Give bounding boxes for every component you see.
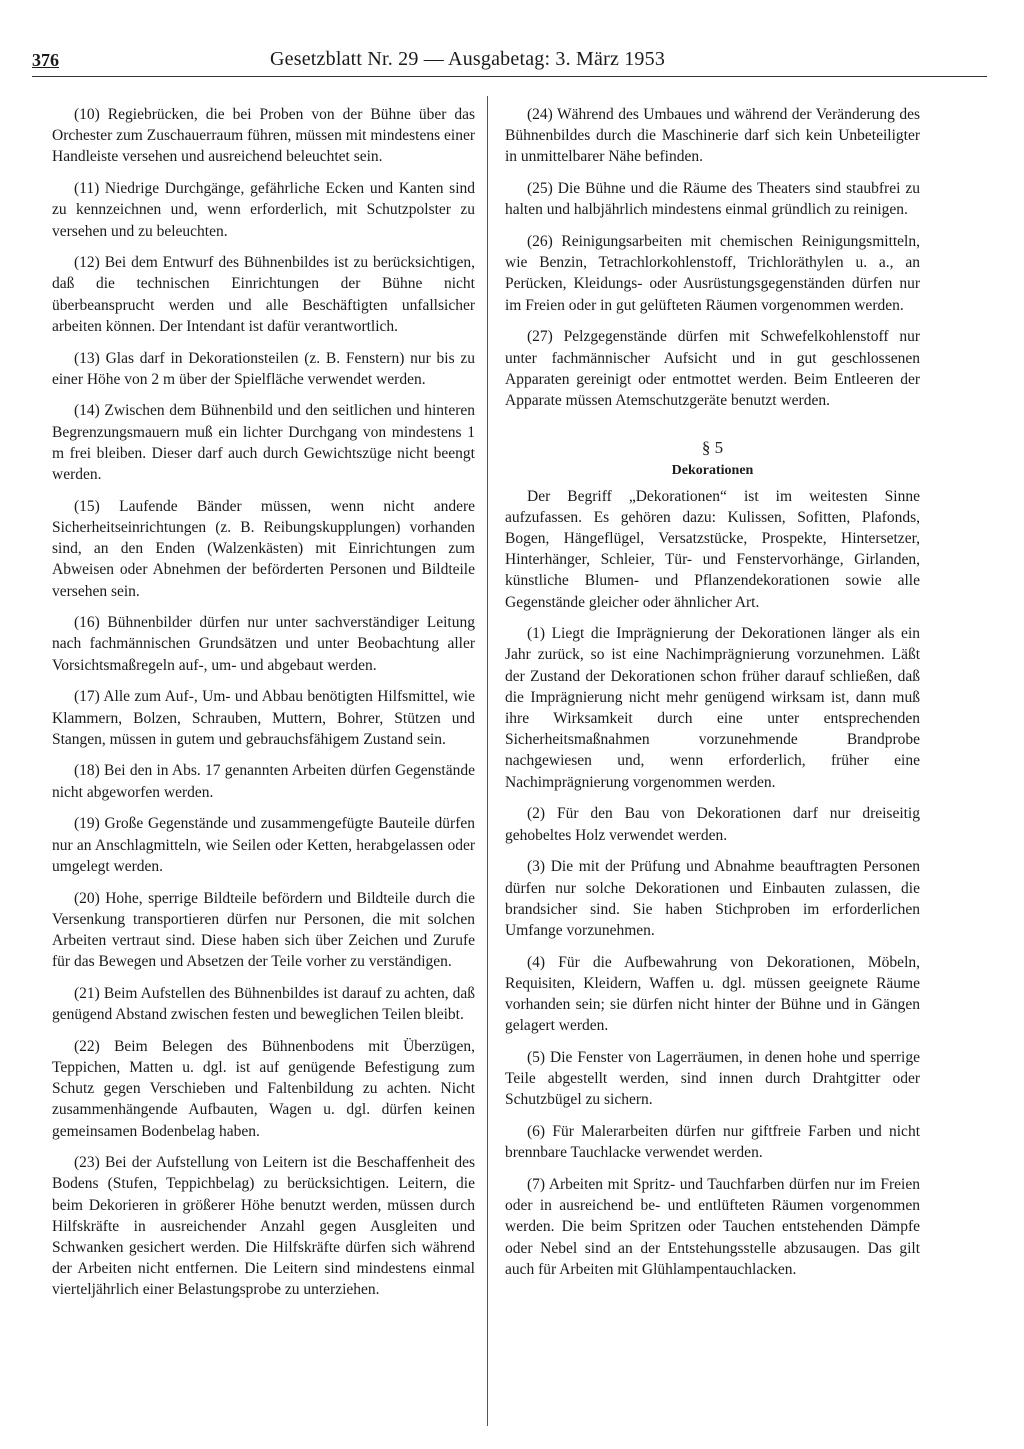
section-paragraph-4: (4) Für die Aufbewahrung von Dekorationen, Möbeln, Requisiten, Kleidern, Waffen u. dgl. müssen geeignete Räume vorhanden sein; sie dürfen nicht hinter der Bühne und in Gängen gelagert werden. [505, 953, 920, 1035]
page-header [32, 44, 987, 74]
paragraph-17: (17) Alle zum Auf-, Um- und Abbau benötigten Hilfsmittel, wie Klammern, Bolzen, Schrauben, Muttern, Bohrer, Stützen und Stangen, müssen in gutem und gebrauchsfähigem Zustand sein. [52, 688, 475, 748]
section-paragraph-6: (6) Für Malerarbeiten dürfen nur giftfreie Farben und nicht brennbare Tauchlacke verwendet werden. [505, 1123, 920, 1162]
paragraph-19: (19) Große Gegenstände und zusammengefügte Bauteile dürfen nur an Anschlagmitteln, wie Seilen oder Ketten, herabgelassen oder umgelegt werden. [52, 815, 475, 875]
paragraph-23: (23) Bei der Aufstellung von Leitern ist die Beschaffenheit des Bodens (Stufen, Teppichbelag) zu berücksichtigen. Leitern, die beim Dekorieren in größerer Höhe benutzt werden, müssen durch Hilfskräfte in ausreichender Anzahl gegen Ausgleiten und Schwanken gesichert werden. Die Hilfskräfte dürfen sich während der Arbeiten nicht entfernen. Die Leitern sind mindestens einmal vierteljährlich einer Belastungsprobe zu unterziehen. [52, 1154, 475, 1299]
paragraph-27: (27) Pelzgegenstände dürfen mit Schwefelkohlenstoff nur unter fachmännischer Aufsicht und in gut geschlossenen Apparaten gereinigt oder entmottet werden. Beim Entleeren der Apparate müssen Atemschutzgeräte benutzt werden. [505, 328, 920, 409]
right-column [505, 104, 920, 1290]
section-paragraph-1: (1) Liegt die Imprägnierung der Dekorationen länger als ein Jahr zurück, so ist eine Nachimprägnierung vorzunehmen. Läßt der Zustand der Dekorationen schon früher darauf schließen, daß die Imprägnierung nicht mehr genügend wirksam ist, dann muß ihre Wirksamkeit durch eine unter entsprechenden Sicherheitsmaßnahmen vorzunehmende Brandprobe nachgewiesen und, wenn erforderlich, früher eine Nachimprägnierung vorgenommen werden. [505, 625, 920, 791]
section-paragraph-7: (7) Arbeiten mit Spritz- und Tauchfarben dürfen nur im Freien oder in ausreichend be- und entlüfteten Räumen vorgenommen werden. Die beim Spritzen oder Tauchen entstehenden Dämpfe oder Nebel sind an der Entstehungsstelle abzusaugen. Das gilt auch für Arbeiten mit Glühlampentauchlacken. [505, 1175, 920, 1278]
page-number: 376 [32, 50, 59, 70]
paragraph-24: (24) Während des Umbaues und während der Veränderung des Bühnenbildes durch die Maschinerie darf sich kein Unbeteiligter in unmittelbarer Nähe befinden. [505, 106, 920, 166]
paragraph-15: (15) Laufende Bänder müssen, wenn nicht andere Sicherheitseinrichtungen (z. B. Reibungskupplungen) vorhanden sind, an den Enden (Walzenkästen) mit Einrichtungen zum Abweisen oder Abnehmen der beförderten Personen und Bildteile versehen sein. [52, 497, 475, 600]
paragraph-14: (14) Zwischen dem Bühnenbild und den seitlichen und hinteren Begrenzungsmauern muß ein lichter Durchgang von mindestens 1 m frei bleiben. Dieser darf auch durch Gewichtszüge nicht beengt werden. [52, 402, 475, 484]
section-paragraph-5: (5) Die Fenster von Lagerräumen, in denen hohe und sperrige Teile abgestellt werden, sind innen durch Drahtgitter oder Schutzbügel zu sichern. [505, 1048, 920, 1109]
paragraph-25: (25) Die Bühne und die Räume des Theaters sind staubfrei zu halten und halbjährlich mindestens einmal gründlich zu reinigen. [505, 180, 920, 219]
paragraph-18: (18) Bei den in Abs. 17 genannten Arbeiten dürfen Gegenstände nicht abgeworfen werden. [52, 762, 475, 801]
page-title: Gesetzblatt Nr. 29 — Ausgabetag: 3. März 1953 [270, 48, 666, 70]
paragraph-10: (10) Regiebrücken, die bei Proben von der Bühne über das Orchester zum Zuschauerraum führen, müssen mit mindestens einer Handleiste versehen und ausreichend beleuchtet sein. [52, 106, 475, 166]
paragraph-11: (11) Niedrige Durchgänge, gefährliche Ecken und Kanten sind zu kennzeichnen und, wenn erforderlich, mit Schutzpolster zu versehen und zu beleuchten. [52, 180, 475, 240]
header-rule [32, 76, 987, 77]
left-column [52, 104, 475, 1311]
paragraph-21: (21) Beim Aufstellen des Bühnenbildes ist darauf zu achten, daß genügend Abstand zwischen festen und beweglichen Teilen bleibt. [52, 984, 475, 1024]
section-number: § 5 [701, 438, 724, 458]
section-paragraph-2: (2) Für den Bau von Dekorationen darf nur dreiseitig gehobeltes Holz verwendet werden. [505, 805, 920, 844]
column-divider [487, 96, 488, 1426]
section-title: Dekorationen [671, 463, 754, 479]
paragraph-13: (13) Glas darf in Dekorationsteilen (z. B. Fenstern) nur bis zu einer Höhe von 2 m über der Spielfläche verwendet werden. [52, 349, 475, 388]
paragraph-26: (26) Reinigungsarbeiten mit chemischen Reinigungsmitteln, wie Benzin, Tetrachlorkohlenstoff, Trichloräthylen u. a., an Perücken, Kleidungs- oder Ausrüstungsgegenständen dürfen nur im Freien oder in gut gelüfteten Räumen vorgenommen werden. [505, 233, 920, 314]
section-intro: Der Begriff „Dekorationen“ ist im weitesten Sinne aufzufassen. Es gehören dazu: Kulissen, Sofitten, Plafonds, Bogen, Hängeflügel, Versatzstücke, Prospekte, Hintersetzer, Hinterhänger, Schleier, Tür- und Fenstervorhänge, Girlanden, künstliche Blumen- und Pflanzendekorationen sowie alle Gegenstände gleicher oder ähnlicher Art. [505, 487, 920, 611]
paragraph-22: (22) Beim Belegen des Bühnenbodens mit Überzügen, Teppichen, Matten u. dgl. ist auf genügende Befestigung zum Schutz gegen Verschieben und Faltenbildung zu achten. Nicht zusammenhängende Aufbauten, Wagen u. dgl. dürfen keinen gemeinsamen Bodenbelag haben. [52, 1037, 475, 1140]
paragraph-12: (12) Bei dem Entwurf des Bühnenbildes ist zu berücksichtigen, daß die technischen Einrichtungen der Bühne nicht überbeansprucht werden und alle Beschäftigten unfallsicher arbeiten können. Der Intendant ist dafür verantwortlich. [52, 254, 475, 335]
paragraph-20: (20) Hohe, sperrige Bildteile befördern und Bildteile durch die Versenkung transportieren dürfen nur Personen, die mit solchen Arbeiten vertraut sind. Diese haben sich über Zeichen und Zurufe für das Bewegen und Absetzen der Teile vorher zu verständigen. [52, 889, 475, 971]
section-paragraph-3: (3) Die mit der Prüfung und Abnahme beauftragten Personen dürfen nur solche Dekorationen und Einbauten zulassen, die brandsicher sind. Sie haben Stichproben im erforderlichen Umfange vorzunehmen. [505, 858, 920, 939]
paragraph-16: (16) Bühnenbilder dürfen nur unter sachverständiger Leitung nach fachmännischen Grundsätzen und unter Beobachtung aller Vorsichtsmaßregeln auf-, um- und abgebaut werden. [52, 614, 475, 674]
